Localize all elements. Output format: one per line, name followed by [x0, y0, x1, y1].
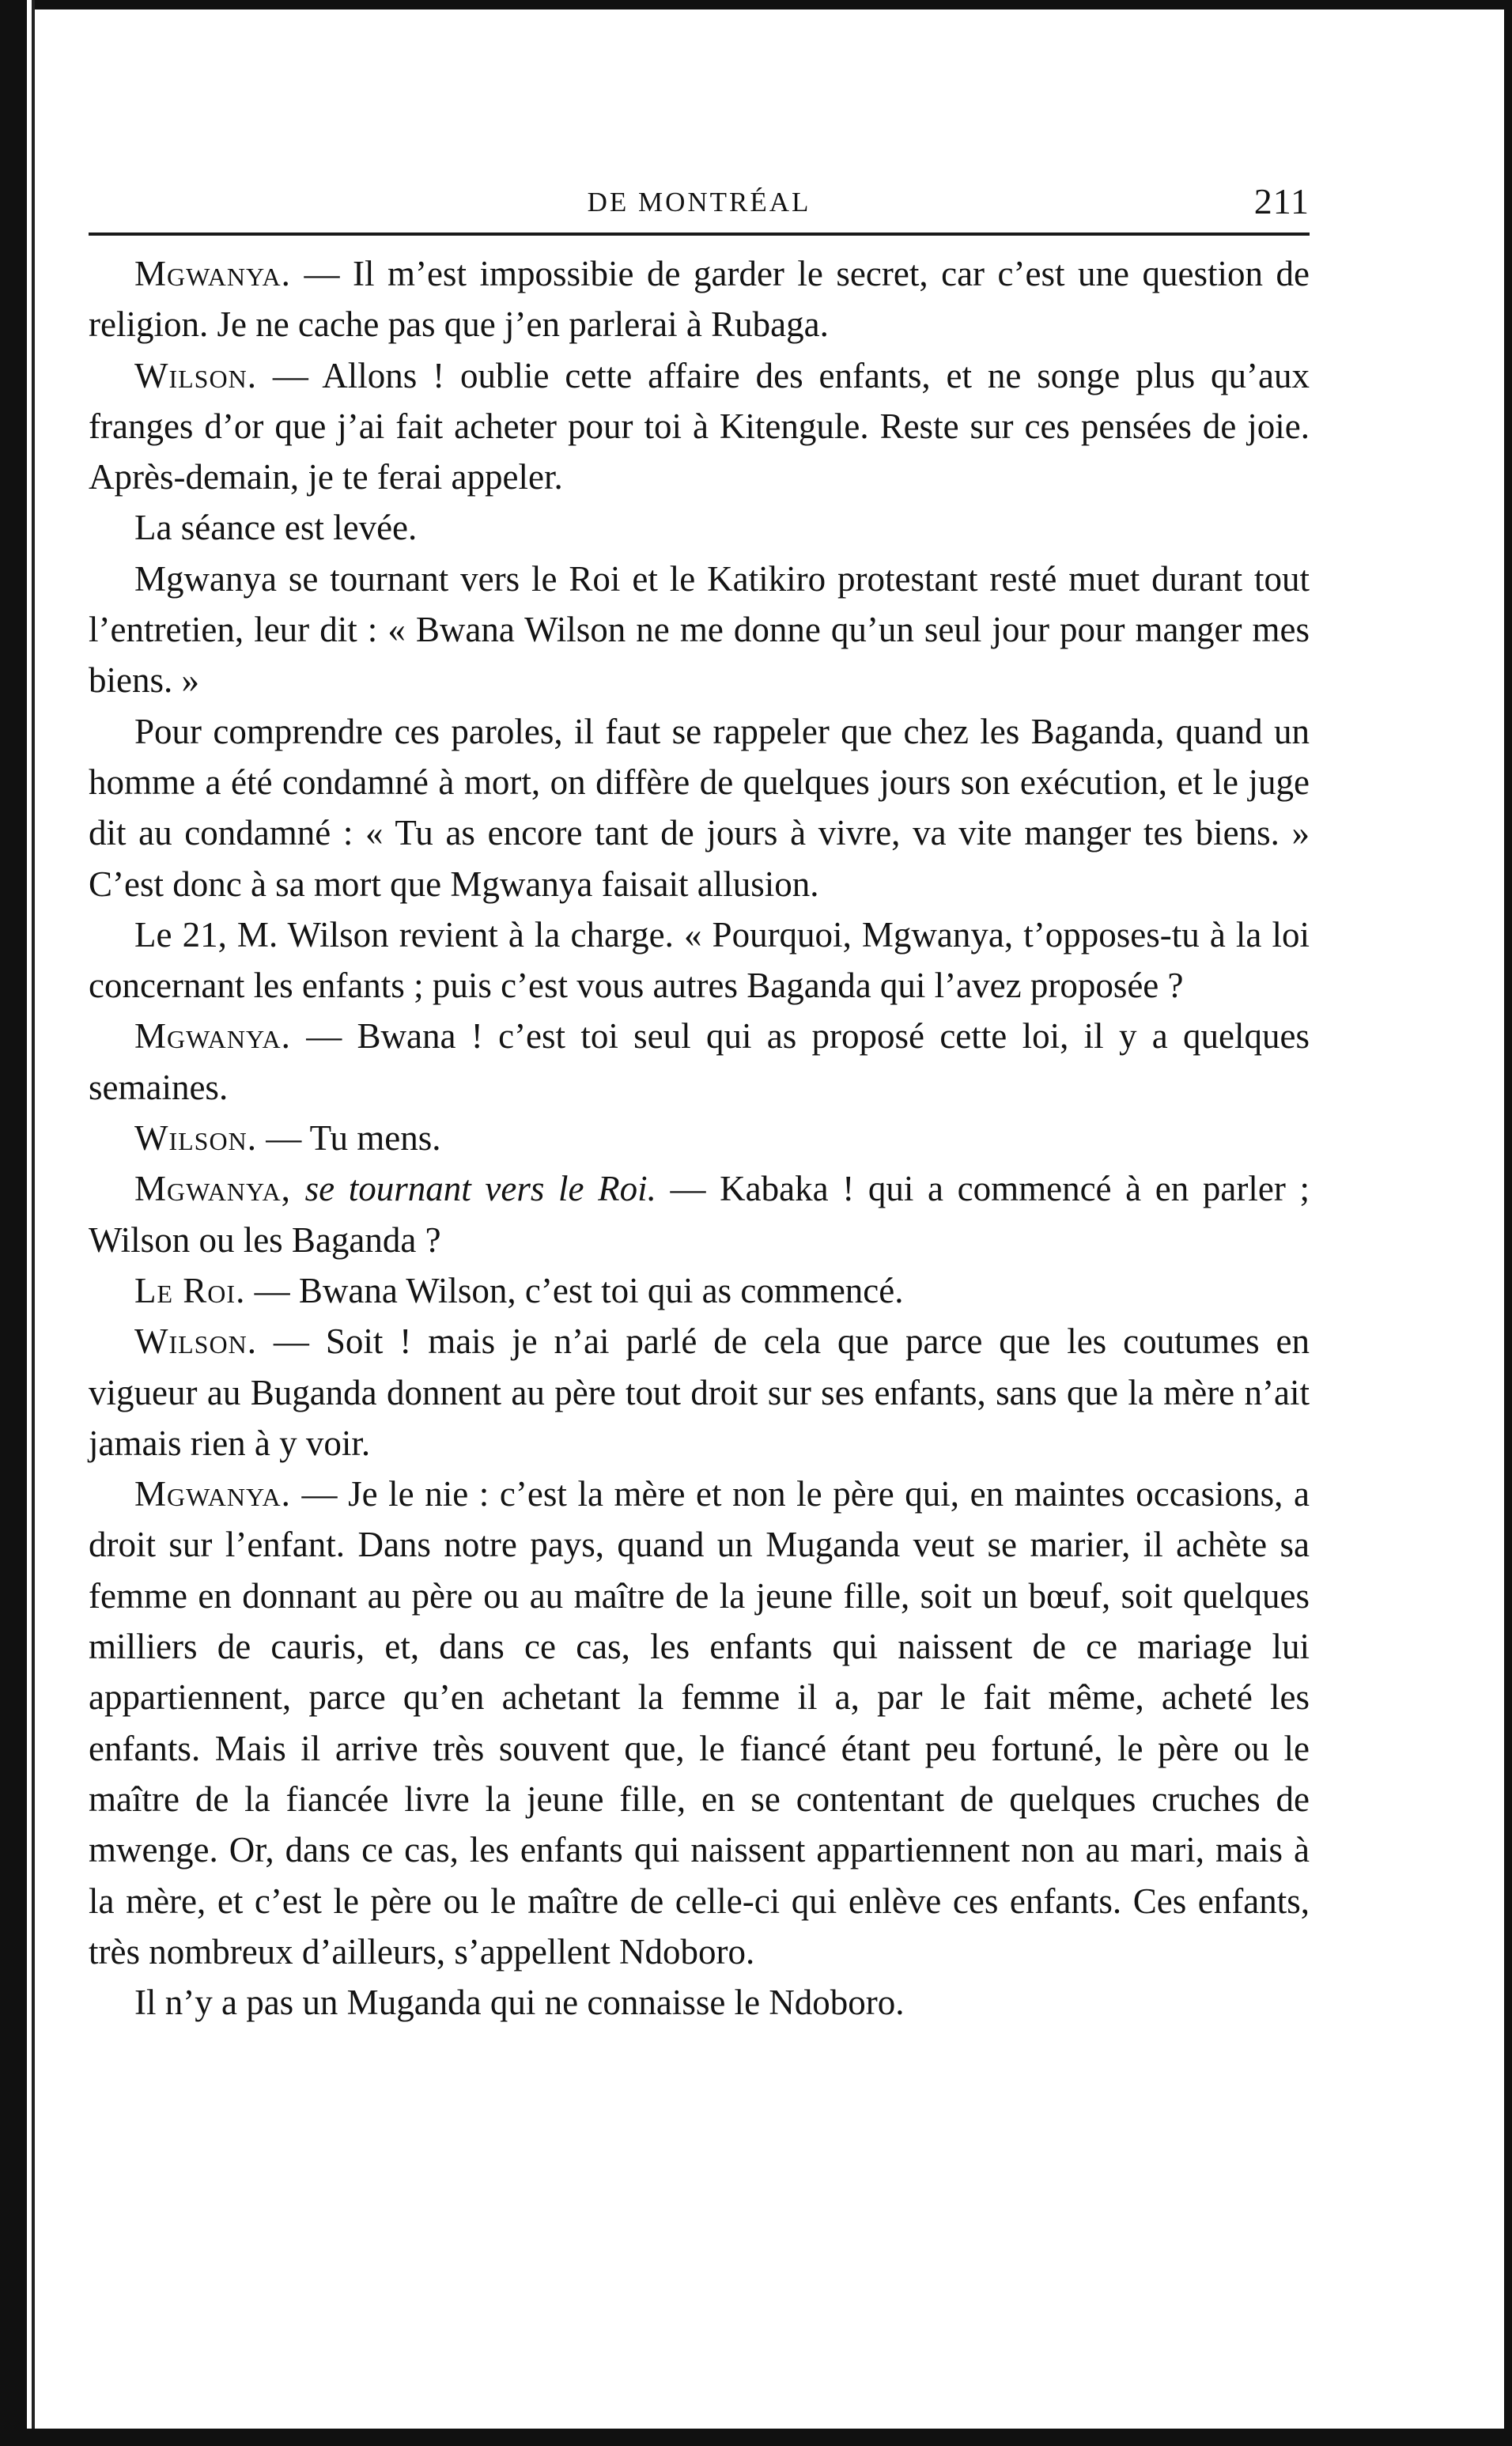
paragraph-comprendre — [89, 706, 1310, 909]
paragraph-ndoboro — [89, 1977, 1310, 2028]
scan-border-right — [1504, 0, 1512, 2446]
speaker-name: Wilson. — [134, 355, 257, 395]
running-header — [89, 180, 1310, 233]
page-number: 211 — [1253, 181, 1310, 221]
paragraph-wilson-allons — [89, 350, 1310, 503]
running-title: DE MONTRÉAL — [587, 187, 811, 217]
paragraph-text: Pour comprendre ces paroles, il faut se rappeler que chez les Baganda, quand un homme a été condamné à mort, on diffère de quelques jours son exécution, et le juge dit au condamné : « Tu as encore tant de jours à vivre, va vite manger tes biens. » C’est donc à sa mort que Mgwanya faisait allusion. — [89, 711, 1310, 904]
paragraph-text: — Bwana Wilson, c’est toi qui as commencé. — [245, 1270, 904, 1310]
paragraph-text: — Il m’est impossibie de garder le secret, car c’est une question de religion. Je ne cache pas que j’en parlerai à Rubaga. — [89, 254, 1310, 345]
paragraph-text: Mgwanya se tournant vers le Roi et le Katikiro protestant resté muet durant tout l’entretien, leur dit : « Bwana Wilson ne me donne qu’un seul jour pour manger mes biens. » — [89, 558, 1310, 701]
paragraph-text: — Je le nie : c’est la mère et non le père qui, en maintes occasions, a droit sur l’enfant. Dans notre pays, quand un Muganda veut se marier, il achète sa femme en donnant au père ou au maître de la jeune fille, soit un bœuf, soit quelques milliers de cauris, et, dans ce cas, les enfants qui naissent de ce mariage lui appartiennent, parce qu’en achetant la femme il a, par le fait même, acheté les enfants. Mais il arrive très souvent que, le fiancé étant peu fortuné, le père ou le maître de la fiancée livre la jeune fille, en se contentant de quelques cruches de mwenge. Or, dans ce cas, les enfants qui naissent appartiennent non au mari, mais à la mère, et c’est le père ou le maître de celle-ci qui enlève ces enfants. Ces enfants, très nombreux d’ailleurs, s’appellent Ndoboro. — [89, 1474, 1310, 1972]
paragraph-mgwanya-nie — [89, 1469, 1310, 1977]
paragraph-mgwanya-roi — [89, 554, 1310, 706]
speaker-name: Mgwanya, — [134, 1169, 291, 1209]
paragraph-text: Il n’y a pas un Muganda qui ne connaisse le Ndoboro. — [134, 1983, 905, 2023]
paragraph-mgwanya-kabaka — [89, 1163, 1310, 1265]
paragraph-text: — Kabaka ! qui a commencé à en parler ; Wilson ou les Baganda ? — [89, 1169, 1310, 1260]
paragraph-wilson-soit — [89, 1316, 1310, 1469]
paragraph-text: — Bwana ! c’est toi seul qui as proposé cette loi, il y a quelques semaines. — [89, 1016, 1310, 1107]
paragraph-le-roi — [89, 1265, 1310, 1316]
speaker-name: Wilson. — [134, 1321, 257, 1362]
paragraph-text: — Allons ! oublie cette affaire des enfants, et ne songe plus qu’aux franges d’or que j’ai fait acheter pour toi à Kitengule. Reste sur ces pensées de joie. Après-demain, je te ferai appeler. — [89, 355, 1310, 497]
scan-border-top — [0, 0, 1512, 9]
paragraph-le-21 — [89, 909, 1310, 1011]
speaker-name: Mgwanya. — [134, 254, 291, 293]
speaker-name: Wilson. — [134, 1118, 257, 1159]
book-page — [89, 180, 1310, 2028]
paragraph-text: — Tu mens. — [256, 1118, 441, 1159]
scan-border-left-inner — [32, 0, 35, 2446]
body-text — [89, 248, 1310, 2028]
stage-direction: se tournant vers le Roi. — [290, 1169, 656, 1209]
paragraph-mgwanya-secret — [89, 248, 1310, 350]
paragraph-text: — Soit ! mais je n’ai parlé de cela que parce que les coutumes en vigueur au Buganda donnent au père tout droit sur ses enfants, sans que la mère n’ait jamais rien à y voir. — [89, 1321, 1310, 1463]
scan-border-bottom — [0, 2429, 1512, 2446]
paragraph-text: La séance est levée. — [134, 508, 418, 548]
paragraph-mgwanya-bwana — [89, 1011, 1310, 1113]
speaker-name: Mgwanya. — [134, 1474, 291, 1514]
speaker-name: Mgwanya. — [134, 1016, 291, 1057]
scan-border-left — [0, 0, 27, 2446]
speaker-name: Le Roi. — [134, 1270, 246, 1310]
header-rule — [89, 233, 1310, 236]
paragraph-wilson-tu-mens — [89, 1113, 1310, 1163]
paragraph-seance-levee — [89, 502, 1310, 553]
paragraph-text: Le 21, M. Wilson revient à la charge. « Pourquoi, Mgwanya, t’opposes-tu à la loi concernant les enfants ; puis c’est vous autres Baganda qui l’avez proposée ? — [89, 914, 1310, 1006]
